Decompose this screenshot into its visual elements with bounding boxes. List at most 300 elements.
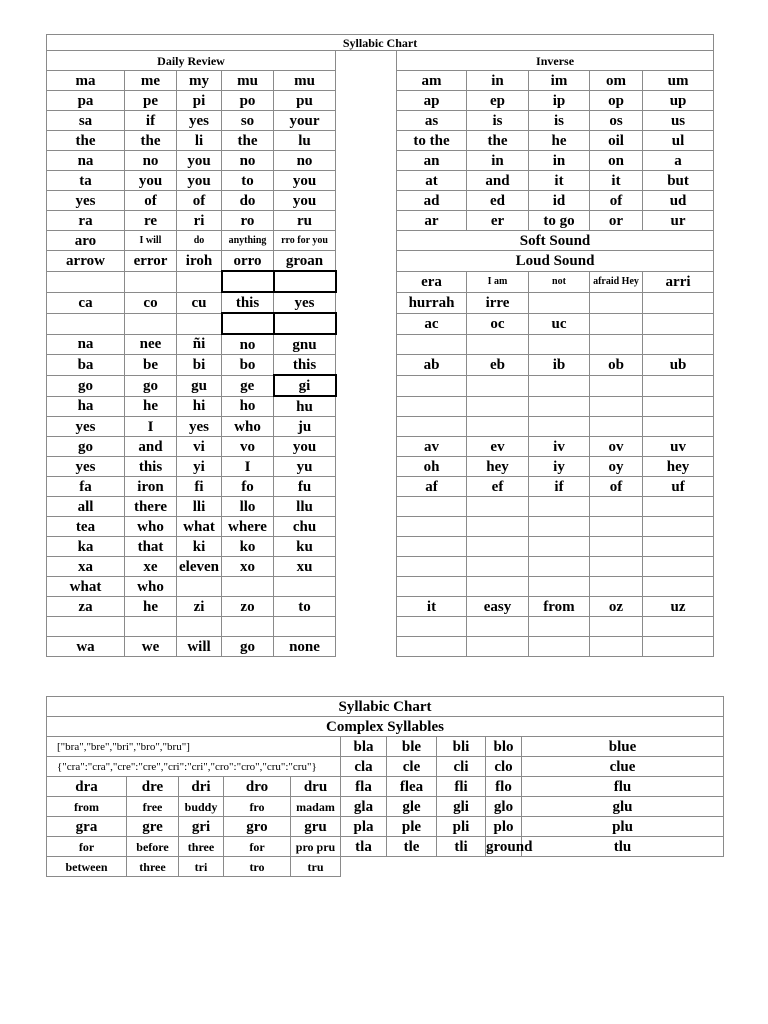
daily-review-cell: where	[222, 517, 274, 537]
chart-row	[47, 131, 714, 151]
inverse-cell: oh	[397, 457, 467, 477]
inverse-cell	[529, 497, 590, 517]
inverse-cell	[643, 396, 714, 417]
daily-review-cell: the	[222, 131, 274, 151]
inverse-cell: to go	[529, 211, 590, 231]
syllabic-chart-top	[46, 34, 714, 657]
daily-review-cell: cu	[177, 292, 222, 313]
complex-cell: blue	[522, 737, 724, 757]
daily-review-cell: my	[177, 71, 222, 91]
spacer-cell	[336, 355, 397, 376]
daily-review-cell: zo	[222, 597, 274, 617]
spacer-cell	[336, 231, 397, 251]
inverse-cell	[397, 417, 467, 437]
daily-review-cell: ha	[47, 396, 125, 417]
inverse-cell: os	[590, 111, 643, 131]
spacer-cell	[336, 537, 397, 557]
complex-cell: blo	[486, 737, 522, 757]
inverse-cell	[397, 517, 467, 537]
complex-cell: bla	[341, 737, 387, 757]
inverse-cell	[467, 637, 529, 657]
daily-review-cell	[222, 617, 274, 637]
inverse-cell	[643, 497, 714, 517]
chart-row	[47, 597, 714, 617]
chart-row	[47, 396, 714, 417]
inverse-cell	[529, 417, 590, 437]
chart-row	[47, 171, 714, 191]
daily-review-cell	[177, 577, 222, 597]
chart-row	[47, 537, 714, 557]
spacer-cell	[336, 91, 397, 111]
daily-review-cell: yes	[274, 292, 336, 313]
spacer-cell	[336, 71, 397, 91]
daily-review-cell	[274, 617, 336, 637]
daily-review-cell: mu	[274, 71, 336, 91]
complex-cell: for	[224, 837, 291, 857]
inverse-cell: irre	[467, 292, 529, 313]
inverse-cell	[590, 417, 643, 437]
daily-review-cell: go	[47, 375, 125, 396]
inverse-cell: ov	[590, 437, 643, 457]
complex-cell: dro	[224, 777, 291, 797]
daily-review-cell: go	[222, 637, 274, 657]
daily-review-cell: be	[125, 355, 177, 376]
inverse-cell: id	[529, 191, 590, 211]
inverse-cell: ac	[397, 313, 467, 334]
inverse-cell: iv	[529, 437, 590, 457]
daily-review-cell: yes	[177, 111, 222, 131]
daily-review-cell: this	[125, 457, 177, 477]
inverse-cell	[590, 292, 643, 313]
complex-cell: gli	[437, 797, 486, 817]
inverse-cell	[590, 577, 643, 597]
daily-review-cell: to	[222, 171, 274, 191]
daily-review-cell: me	[125, 71, 177, 91]
complex-cell: gri	[179, 817, 224, 837]
chart-row	[47, 417, 714, 437]
spacer-cell	[336, 557, 397, 577]
json-syllable-row: ["bra","bre","bri","bro","bru"]	[47, 737, 341, 757]
complex-cell: glu	[522, 797, 724, 817]
daily-review-cell	[177, 617, 222, 637]
daily-review-cell	[125, 617, 177, 637]
inverse-cell: av	[397, 437, 467, 457]
chart-row	[47, 557, 714, 577]
daily-review-cell: I	[222, 457, 274, 477]
daily-review-cell: I	[125, 417, 177, 437]
inverse-cell: is	[529, 111, 590, 131]
complex-cell: dri	[179, 777, 224, 797]
daily-review-cell: and	[125, 437, 177, 457]
daily-review-cell: fa	[47, 477, 125, 497]
inverse-cell	[467, 417, 529, 437]
complex-cell: madam	[291, 797, 341, 817]
daily-review-cell: that	[125, 537, 177, 557]
inverse-cell: ef	[467, 477, 529, 497]
inverse-cell	[590, 313, 643, 334]
inverse-cell	[643, 557, 714, 577]
daily-review-cell: vo	[222, 437, 274, 457]
empty-area	[341, 857, 724, 877]
daily-review-cell: aro	[47, 231, 125, 251]
inverse-cell: ab	[397, 355, 467, 376]
daily-review-cell: co	[125, 292, 177, 313]
inverse-cell: im	[529, 71, 590, 91]
daily-review-cell: zi	[177, 597, 222, 617]
inverse-cell: in	[467, 71, 529, 91]
inverse-cell: hey	[467, 457, 529, 477]
daily-review-cell: who	[222, 417, 274, 437]
complex-cell: flea	[387, 777, 437, 797]
inverse-cell	[590, 334, 643, 355]
spacer-cell	[336, 271, 397, 292]
inverse-cell: is	[467, 111, 529, 131]
daily-review-cell: xa	[47, 557, 125, 577]
inverse-cell	[590, 375, 643, 396]
chart-row	[47, 375, 714, 396]
inverse-cell	[467, 537, 529, 557]
inverse-cell	[643, 292, 714, 313]
inverse-cell: ib	[529, 355, 590, 376]
daily-review-cell: ka	[47, 537, 125, 557]
spacer-cell	[336, 617, 397, 637]
daily-review-cell: yes	[177, 417, 222, 437]
inverse-cell: to the	[397, 131, 467, 151]
inverse-cell: afraid Hey	[590, 271, 643, 292]
daily-review-cell: wa	[47, 637, 125, 657]
chart-row	[47, 251, 714, 272]
spacer-cell	[336, 417, 397, 437]
complex-cell: three	[179, 837, 224, 857]
inverse-cell	[397, 497, 467, 517]
daily-review-cell: iroh	[177, 251, 222, 272]
chart-row	[47, 637, 714, 657]
daily-review-cell: go	[125, 375, 177, 396]
complex-cell: free	[127, 797, 179, 817]
complex-cell: fro	[224, 797, 291, 817]
inverse-cell	[590, 396, 643, 417]
daily-review-cell: yu	[274, 457, 336, 477]
complex-cell: bli	[437, 737, 486, 757]
daily-review-cell: the	[125, 131, 177, 151]
complex-cell: plo	[486, 817, 522, 837]
daily-review-cell: llo	[222, 497, 274, 517]
daily-review-cell	[125, 271, 177, 292]
complex-chart-title: Syllabic Chart	[47, 697, 724, 717]
inverse-cell: ip	[529, 91, 590, 111]
inverse-cell: it	[590, 171, 643, 191]
daily-review-cell: yes	[47, 457, 125, 477]
chart-row	[47, 517, 714, 537]
spacer-cell	[336, 517, 397, 537]
chart-row	[47, 437, 714, 457]
spacer-cell	[336, 577, 397, 597]
complex-cell: ground	[486, 838, 533, 855]
inverse-cell	[467, 497, 529, 517]
complex-cell: pli	[437, 817, 486, 837]
complex-cell: tlu	[522, 837, 724, 857]
inverse-cell: from	[529, 597, 590, 617]
inverse-cell: arri	[643, 271, 714, 292]
daily-review-cell: I will	[125, 231, 177, 251]
daily-review-cell: lli	[177, 497, 222, 517]
inverse-cell: er	[467, 211, 529, 231]
complex-chart-subtitle: Complex Syllables	[47, 717, 724, 737]
daily-review-cell: go	[47, 437, 125, 457]
spacer-cell	[336, 131, 397, 151]
daily-review-cell: nee	[125, 334, 177, 355]
daily-review-cell: no	[222, 151, 274, 171]
inverse-cell: um	[643, 71, 714, 91]
daily-review-cell: ca	[47, 292, 125, 313]
daily-review-cell: there	[125, 497, 177, 517]
daily-review-cell: do	[222, 191, 274, 211]
daily-review-cell	[274, 271, 336, 292]
daily-review-cell: pa	[47, 91, 125, 111]
daily-review-cell: re	[125, 211, 177, 231]
daily-review-cell: ku	[274, 537, 336, 557]
complex-cell: clue	[522, 757, 724, 777]
inverse-cell: ul	[643, 131, 714, 151]
inverse-cell: ed	[467, 191, 529, 211]
daily-review-cell: ru	[274, 211, 336, 231]
inverse-cell: eb	[467, 355, 529, 376]
complex-cell: flu	[522, 777, 724, 797]
inverse-cell	[397, 396, 467, 417]
daily-review-cell	[274, 313, 336, 334]
chart-row	[47, 477, 714, 497]
complex-cell: between	[47, 857, 127, 877]
complex-cell: tru	[291, 857, 341, 877]
spacer-cell	[336, 334, 397, 355]
daily-review-cell: li	[177, 131, 222, 151]
complex-cell: gla	[341, 797, 387, 817]
inverse-cell	[643, 577, 714, 597]
daily-review-cell: none	[274, 637, 336, 657]
complex-cell: tla	[341, 837, 387, 857]
complex-cell: dra	[47, 777, 127, 797]
inverse-cell: ad	[397, 191, 467, 211]
daily-review-cell	[47, 271, 125, 292]
daily-review-cell: xu	[274, 557, 336, 577]
daily-review-cell: of	[125, 191, 177, 211]
daily-review-cell: no	[125, 151, 177, 171]
inverse-cell: an	[397, 151, 467, 171]
daily-review-cell	[47, 617, 125, 637]
daily-review-cell: ge	[222, 375, 274, 396]
daily-review-cell: he	[125, 396, 177, 417]
complex-cell: tro	[224, 857, 291, 877]
inverse-cell: and	[467, 171, 529, 191]
spacer-cell	[336, 375, 397, 396]
chart-row	[47, 111, 714, 131]
loud-sound-header: Loud Sound	[397, 251, 714, 272]
inverse-cell	[467, 577, 529, 597]
inverse-cell	[529, 557, 590, 577]
inverse-cell	[397, 537, 467, 557]
daily-review-cell: ki	[177, 537, 222, 557]
inverse-cell	[643, 417, 714, 437]
complex-cell: cla	[341, 757, 387, 777]
chart-title: Syllabic Chart	[47, 35, 714, 51]
inverse-cell	[467, 396, 529, 417]
inverse-cell	[397, 334, 467, 355]
chart-row	[47, 457, 714, 477]
daily-review-cell: gu	[177, 375, 222, 396]
complex-cell: three	[127, 857, 179, 877]
daily-review-cell: no	[222, 334, 274, 355]
daily-review-cell: do	[177, 231, 222, 251]
daily-review-cell: yes	[47, 191, 125, 211]
inverse-cell	[643, 617, 714, 637]
daily-review-cell: of	[177, 191, 222, 211]
daily-review-cell: you	[177, 151, 222, 171]
inverse-cell	[643, 334, 714, 355]
inverse-cell: op	[590, 91, 643, 111]
daily-review-cell: yes	[47, 417, 125, 437]
inverse-cell: not	[529, 271, 590, 292]
inverse-cell: ev	[467, 437, 529, 457]
daily-review-cell: you	[177, 171, 222, 191]
chart-row	[47, 334, 714, 355]
spacer-cell	[336, 497, 397, 517]
inverse-cell	[529, 517, 590, 537]
inverse-header: Inverse	[397, 51, 714, 71]
inverse-cell	[590, 617, 643, 637]
daily-review-cell: arrow	[47, 251, 125, 272]
daily-review-cell: all	[47, 497, 125, 517]
inverse-cell	[590, 497, 643, 517]
daily-review-cell: po	[222, 91, 274, 111]
daily-review-cell: the	[47, 131, 125, 151]
daily-review-cell: sa	[47, 111, 125, 131]
soft-sound-header: Soft Sound	[397, 231, 714, 251]
inverse-cell: oz	[590, 597, 643, 617]
inverse-cell	[529, 292, 590, 313]
daily-review-cell: hu	[274, 396, 336, 417]
complex-cell: fla	[341, 777, 387, 797]
chart-row	[47, 292, 714, 313]
complex-cell: fli	[437, 777, 486, 797]
inverse-cell: hey	[643, 457, 714, 477]
daily-review-cell	[274, 577, 336, 597]
daily-review-cell: na	[47, 151, 125, 171]
inverse-cell	[397, 617, 467, 637]
daily-review-cell: bi	[177, 355, 222, 376]
daily-review-cell: anything	[222, 231, 274, 251]
inverse-cell: as	[397, 111, 467, 131]
daily-review-cell: who	[125, 517, 177, 537]
daily-review-cell: will	[177, 637, 222, 657]
complex-cell: cle	[387, 757, 437, 777]
spacer-cell	[336, 637, 397, 657]
daily-review-cell: fi	[177, 477, 222, 497]
daily-review-cell: vi	[177, 437, 222, 457]
daily-review-cell: ju	[274, 417, 336, 437]
inverse-cell	[467, 375, 529, 396]
inverse-cell: it	[529, 171, 590, 191]
inverse-cell: ub	[643, 355, 714, 376]
chart-row	[47, 617, 714, 637]
inverse-cell: ud	[643, 191, 714, 211]
daily-review-cell: fu	[274, 477, 336, 497]
daily-review-cell: lu	[274, 131, 336, 151]
daily-review-cell: ri	[177, 211, 222, 231]
spacer-cell	[336, 171, 397, 191]
daily-review-cell: fo	[222, 477, 274, 497]
complex-cell: buddy	[179, 797, 224, 817]
daily-review-cell: eleven	[177, 557, 222, 577]
complex-cell: before	[127, 837, 179, 857]
daily-review-cell: ro	[222, 211, 274, 231]
inverse-cell: of	[590, 477, 643, 497]
spacer-cell	[336, 597, 397, 617]
spacer-cell	[336, 251, 397, 272]
daily-review-cell: this	[222, 292, 274, 313]
chart-row	[47, 71, 714, 91]
daily-review-cell: chu	[274, 517, 336, 537]
complex-cell: ple	[387, 817, 437, 837]
daily-review-cell	[222, 313, 274, 334]
inverse-cell: oc	[467, 313, 529, 334]
inverse-cell: ur	[643, 211, 714, 231]
daily-review-cell: pe	[125, 91, 177, 111]
complex-cell: pla	[341, 817, 387, 837]
daily-review-cell: iron	[125, 477, 177, 497]
inverse-cell: iy	[529, 457, 590, 477]
inverse-cell: uf	[643, 477, 714, 497]
daily-review-cell: na	[47, 334, 125, 355]
spacer-cell	[336, 396, 397, 417]
spacer-cell	[336, 191, 397, 211]
daily-review-cell: you	[274, 171, 336, 191]
inverse-cell: us	[643, 111, 714, 131]
daily-review-cell	[177, 271, 222, 292]
inverse-cell: a	[643, 151, 714, 171]
inverse-cell	[467, 517, 529, 537]
inverse-cell: af	[397, 477, 467, 497]
daily-review-cell: your	[274, 111, 336, 131]
daily-review-cell: no	[274, 151, 336, 171]
spacer-cell	[336, 437, 397, 457]
inverse-cell	[397, 637, 467, 657]
daily-review-cell: tea	[47, 517, 125, 537]
inverse-cell: oil	[590, 131, 643, 151]
chart-row	[47, 191, 714, 211]
syllabic-chart-complex	[46, 696, 724, 877]
daily-review-cell: what	[47, 577, 125, 597]
daily-review-cell: ta	[47, 171, 125, 191]
daily-review-cell: xe	[125, 557, 177, 577]
daily-review-cell: yi	[177, 457, 222, 477]
inverse-cell	[643, 375, 714, 396]
daily-review-cell: ko	[222, 537, 274, 557]
spacer-cell	[336, 313, 397, 334]
complex-cell: from	[47, 797, 127, 817]
inverse-cell: oy	[590, 457, 643, 477]
spacer-cell	[336, 51, 397, 71]
daily-review-cell: ma	[47, 71, 125, 91]
daily-review-cell	[125, 313, 177, 334]
inverse-cell	[590, 517, 643, 537]
daily-review-cell: you	[274, 191, 336, 211]
complex-cell: tri	[179, 857, 224, 877]
inverse-cell	[397, 375, 467, 396]
complex-cell: for	[47, 837, 127, 857]
chart-row	[47, 313, 714, 334]
inverse-cell: om	[590, 71, 643, 91]
spacer-cell	[336, 211, 397, 231]
